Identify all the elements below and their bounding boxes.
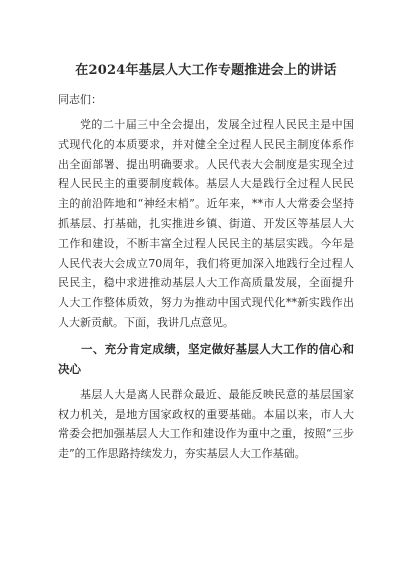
section-heading-1: 一、充分肯定成绩，坚定做好基层人大工作的信心和决心 <box>58 341 354 376</box>
document-title: 在2024年基层人大工作专题推进会上的讲话 <box>75 63 337 78</box>
body-paragraph-2: 基层人大是离人民群众最近、最能反映民意的基层国家权力机关，是地方国家政权的重要基础。本届以来，市人大常委会把加强基层人大工作和建设作为重中之重，按照“三步走”的工作思路持续发力，夯实基层人大工作基础。 <box>58 387 354 461</box>
salutation: 同志们： <box>58 93 102 106</box>
body-paragraph-1: 党的二十届三中全会提出，发展全过程人民民主是中国式现代化的本质要求，并对健全全过程人民民主制度体系作出全面部署、提出明确要求。人民代表大会制度是实现全过程人民民主的重要制度载体。基层人大是践行全过程人民民主的前沿阵地和“神经末梢”。近年来，**市人大常委会坚持抓基层、打基础，扎实推进乡镇、街道、开发区等基层人大工作和建设，不断丰富全过程人民民主的基层实践。今年是人民代表大会成立70周年，我们将更加深入地践行全过程人民民主，稳中求进推动基层人大工作高质量发展，全面提升人大工作整体质效，努力为推动中国式现代化**新实践作出人大新贡献。下面，我讲几点意见。 <box>58 118 354 329</box>
